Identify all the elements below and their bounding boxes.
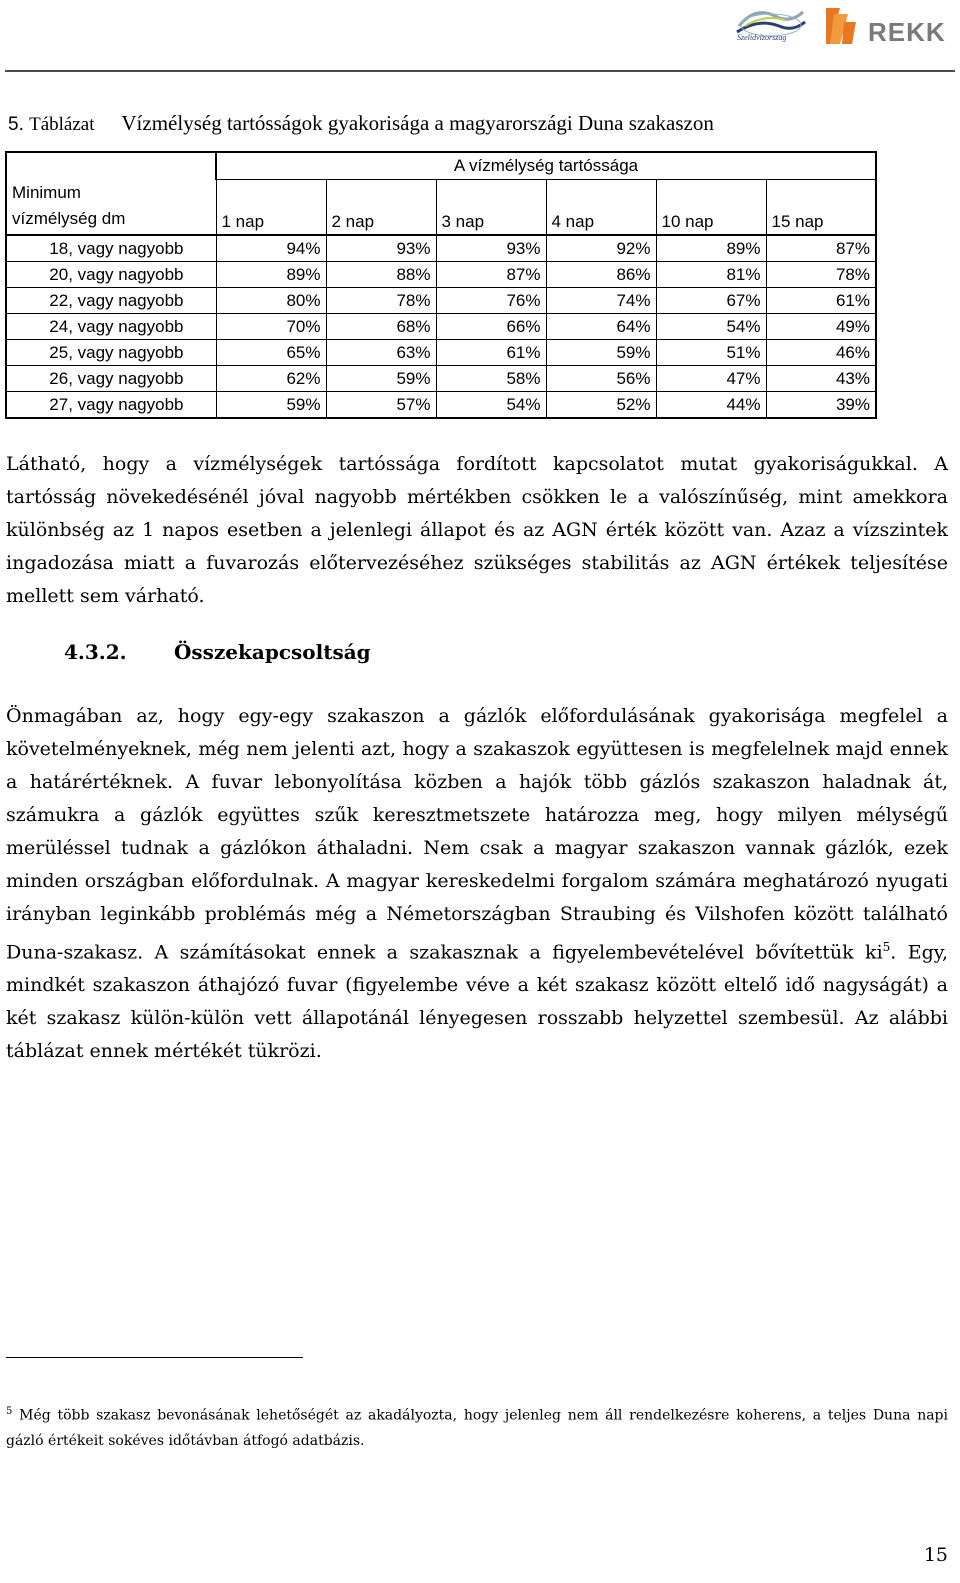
page-number: 15 bbox=[923, 1544, 948, 1566]
row-label: 26, vagy nagyobb bbox=[6, 366, 216, 392]
header-divider bbox=[5, 70, 955, 72]
table-cell: 54% bbox=[656, 314, 766, 340]
table-row bbox=[6, 366, 876, 392]
table-cell: 62% bbox=[216, 366, 326, 392]
row-label: 20, vagy nagyobb bbox=[6, 262, 216, 288]
footnote-divider bbox=[6, 1357, 303, 1358]
table-cell: 92% bbox=[546, 235, 656, 262]
table-cell: 87% bbox=[766, 235, 876, 262]
table-row-header bbox=[6, 180, 216, 236]
table-cell: 47% bbox=[656, 366, 766, 392]
table-cell: 46% bbox=[766, 340, 876, 366]
table-cell: 44% bbox=[656, 392, 766, 419]
table-cell: 57% bbox=[326, 392, 436, 419]
table-cell: 74% bbox=[546, 288, 656, 314]
table-cell: 80% bbox=[216, 288, 326, 314]
page-header bbox=[0, 0, 960, 72]
column-header: 1 nap bbox=[216, 180, 326, 236]
paragraph-2-text-after: . Egy, mindkét szakaszon áthajózó fuvar (figyelembe véve a két szakasz között eltelő idő nagyságát) a két szakasz külön-külön vett állapotánál lényegesen rosszabb helyzettel szembesül. Az alábbi táblázat ennek mértékét tükrözi. bbox=[6, 941, 948, 1063]
table-cell: 93% bbox=[436, 235, 546, 262]
table-cell: 51% bbox=[656, 340, 766, 366]
table-cell: 58% bbox=[436, 366, 546, 392]
column-header: 4 nap bbox=[546, 180, 656, 236]
table-group-header: A vízmélység tartóssága bbox=[216, 152, 876, 180]
table-cell: 59% bbox=[326, 366, 436, 392]
table-cell: 66% bbox=[436, 314, 546, 340]
rekk-logo-text: REKK bbox=[868, 17, 946, 47]
table-caption-title: Vízmélység tartósságok gyakorisága a magyarországi Duna szakaszon bbox=[121, 111, 714, 135]
column-header: 3 nap bbox=[436, 180, 546, 236]
table-cell: 64% bbox=[546, 314, 656, 340]
table-cell: 61% bbox=[766, 288, 876, 314]
section-heading bbox=[64, 640, 371, 664]
table-cell: 49% bbox=[766, 314, 876, 340]
section-title: Összekapcsoltság bbox=[174, 640, 371, 664]
table-cell: 78% bbox=[766, 262, 876, 288]
column-header: 15 nap bbox=[766, 180, 876, 236]
paragraph-1: Látható, hogy a vízmélységek tartóssága fordított kapcsolatot mutat gyakoriságukkal. A tartósság növekedésénél jóval nagyobb mértékben csökken le a valószínűség, mint amekkora különbség az 1 napos esetben a jelenlegi állapot és az AGN érték között van. Azaz a vízszintek ingadozása miatt a fuvarozás előtervezéséhez szükséges stabilitás az AGN értékek teljesítése mellett sem várható. bbox=[6, 453, 948, 607]
table-row bbox=[6, 288, 876, 314]
table-cell: 78% bbox=[326, 288, 436, 314]
row-label: 24, vagy nagyobb bbox=[6, 314, 216, 340]
table-cell: 39% bbox=[766, 392, 876, 419]
table-cell: 59% bbox=[216, 392, 326, 419]
row-label: 22, vagy nagyobb bbox=[6, 288, 216, 314]
section-number: 4.3.2. bbox=[64, 640, 127, 664]
footnote-marker: 5 bbox=[6, 1406, 13, 1417]
row-label: 25, vagy nagyobb bbox=[6, 340, 216, 366]
table-cell: 70% bbox=[216, 314, 326, 340]
table-cell: 89% bbox=[656, 235, 766, 262]
paragraph-2-text-before: Önmagában az, hogy egy-egy szakaszon a gázlók előfordulásának gyakorisága megfelel a követelményeknek, még nem jelenti azt, hogy a szakaszok együttesen is megfelelnek majd ennek a határértéknek. A fuvar lebonyolítása közben a hajók több gázlós szakaszon haladnak át, számukra a gázlók együttes szűk keresztmetszete határozza meg, hogy milyen mélységű merüléssel tudnak a gázlókon áthaladni. Nem csak a magyar szakaszon vannak gázlók, ezek minden országban előfordulnak. A magyar kereskedelmi forgalom számára meghatározó nyugati irányban leginkább problémás még a Németországban Straubing és Vilshofen között található Duna-szakasz. A számításokat ennek a szakasznak a figyelembevételével bővítettük ki bbox=[6, 705, 948, 964]
table-cell: 52% bbox=[546, 392, 656, 419]
table-cell: 61% bbox=[436, 340, 546, 366]
table-caption-number: 5. bbox=[8, 114, 24, 135]
footnote-reference[interactable]: 5 bbox=[882, 940, 891, 954]
table-cell: 88% bbox=[326, 262, 436, 288]
footnote-text: Még több szakasz bevonásának lehetőségét az akadályozta, hogy jelenleg nem áll rendelkezésre koherens, a teljes Duna napi gázló értékeit sokéves időtávban átfogó adatbázis. bbox=[6, 1407, 948, 1449]
column-header: 2 nap bbox=[326, 180, 436, 236]
table-cell: 65% bbox=[216, 340, 326, 366]
footnote bbox=[6, 1399, 948, 1454]
table-cell: 63% bbox=[326, 340, 436, 366]
table-cell: 81% bbox=[656, 262, 766, 288]
table-row bbox=[6, 392, 876, 419]
table-row bbox=[6, 340, 876, 366]
table-cell: 94% bbox=[216, 235, 326, 262]
table-cell: 59% bbox=[546, 340, 656, 366]
table-row bbox=[6, 262, 876, 288]
table-caption-label: Táblázat bbox=[29, 114, 95, 135]
table-cell: 67% bbox=[656, 288, 766, 314]
row-header-line2: vízmélység dm bbox=[12, 209, 126, 228]
row-label: 27, vagy nagyobb bbox=[6, 392, 216, 419]
water-depth-table bbox=[5, 151, 877, 419]
table-cell: 68% bbox=[326, 314, 436, 340]
row-label: 18, vagy nagyobb bbox=[6, 235, 216, 262]
table-cell: 93% bbox=[326, 235, 436, 262]
table-header-row bbox=[6, 180, 876, 236]
table-row bbox=[6, 314, 876, 340]
table-cell: 86% bbox=[546, 262, 656, 288]
table-row bbox=[6, 235, 876, 262]
table-cell: 76% bbox=[436, 288, 546, 314]
table-cell: 54% bbox=[436, 392, 546, 419]
paragraph-2 bbox=[6, 700, 948, 1068]
table-corner-cell bbox=[6, 152, 216, 180]
table-cell: 43% bbox=[766, 366, 876, 392]
column-header: 10 nap bbox=[656, 180, 766, 236]
row-header-line1: Minimum bbox=[12, 183, 81, 202]
szelidvizorszag-logo-text: Szelidvízorszag bbox=[737, 33, 787, 42]
table-cell: 87% bbox=[436, 262, 546, 288]
table-cell: 56% bbox=[546, 366, 656, 392]
table-cell: 89% bbox=[216, 262, 326, 288]
table-caption bbox=[8, 111, 714, 136]
